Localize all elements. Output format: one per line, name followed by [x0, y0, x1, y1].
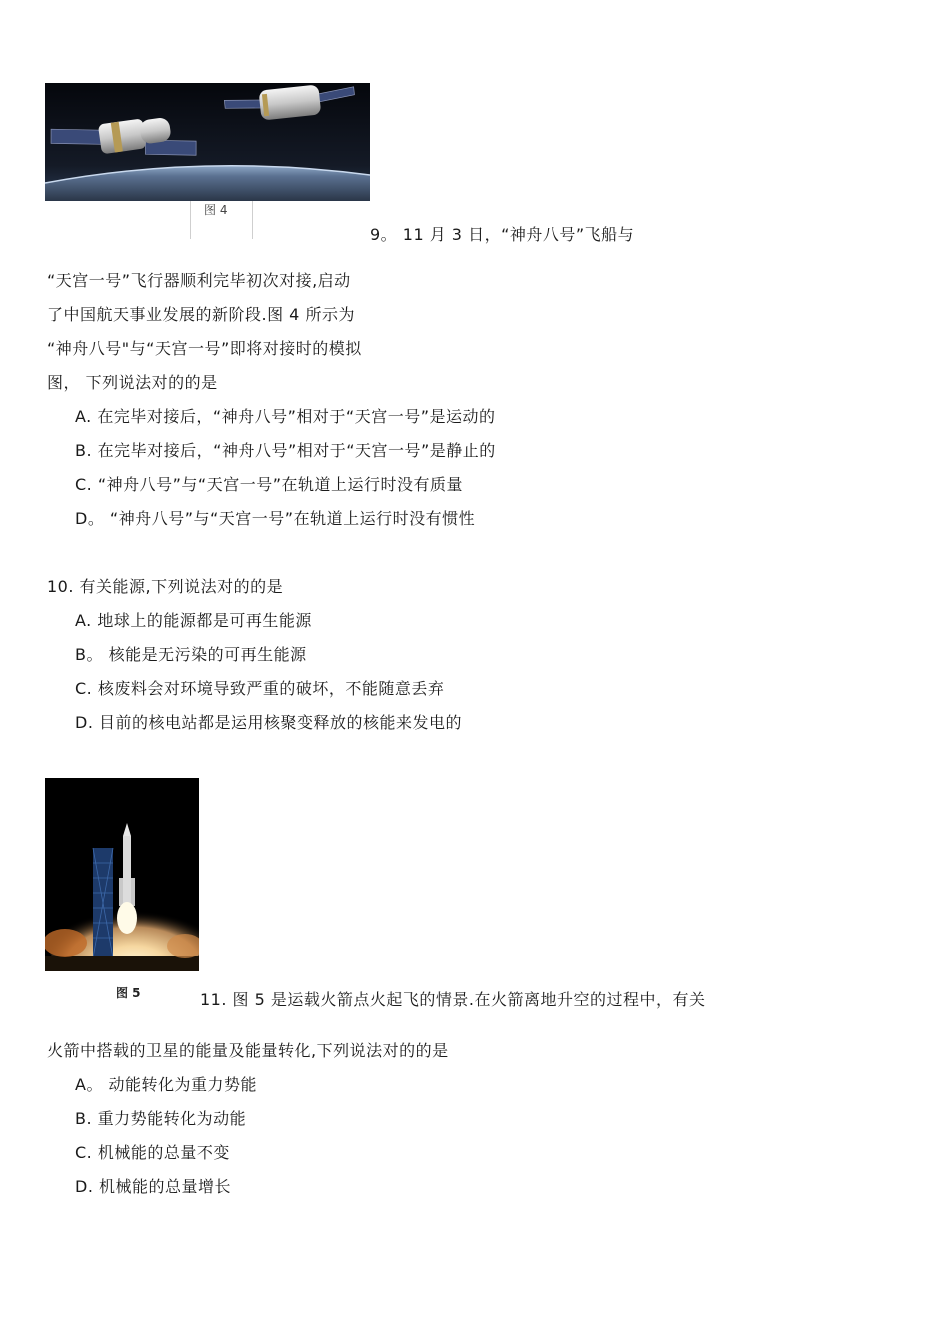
question-11-option-d: D. 机械能的总量增长 — [75, 1177, 231, 1196]
question-11-option-a: A。 动能转化为重力势能 — [75, 1075, 258, 1094]
question-9-intro: 9。 11 月 3 日，“神舟八号”飞船与 — [370, 225, 635, 244]
question-11-intro: 11. 图 5 是运载火箭点火起飞的情景.在火箭离地升空的过程中，有关 — [200, 990, 706, 1009]
question-9-option-d: D。 “神舟八号”与“天宫一号”在轨道上运行时没有惯性 — [75, 509, 476, 528]
rocket-launch-figure — [45, 778, 199, 971]
question-11-option-c: C. 机械能的总量不变 — [75, 1143, 230, 1162]
question-10-option-d: D. 目前的核电站都是运用核聚变释放的核能来发电的 — [75, 713, 462, 732]
figure-5-caption: 图 5 — [116, 986, 141, 1000]
question-11-text-line: 火箭中搭载的卫星的能量及能量转化,下列说法对的的是 — [47, 1041, 449, 1060]
question-9-text-line: “天宫一号”飞行器顺利完毕初次对接,启动 — [47, 271, 351, 290]
question-9-text-line: 图， 下列说法对的的是 — [47, 373, 218, 392]
question-10-option-c: C. 核废料会对环境导致严重的破坏，不能随意丢弃 — [75, 679, 445, 698]
docking-figure — [45, 83, 370, 201]
question-9-text-line: “神舟八号"与“天宫一号”即将对接时的模拟 — [47, 339, 362, 358]
question-10-option-a: A. 地球上的能源都是可再生能源 — [75, 611, 312, 630]
question-9-text-line: 了中国航天事业发展的新阶段.图 4 所示为 — [47, 305, 355, 324]
question-9-option-b: B. 在完毕对接后，“神舟八号”相对于“天宫一号”是静止的 — [75, 441, 496, 460]
question-9-option-c: C. “神舟八号”与“天宫一号”在轨道上运行时没有质量 — [75, 475, 464, 494]
question-9-option-a: A. 在完毕对接后，“神舟八号”相对于“天宫一号”是运动的 — [75, 407, 496, 426]
question-10-stem: 10. 有关能源,下列说法对的的是 — [47, 577, 284, 596]
question-10-option-b: B。 核能是无污染的可再生能源 — [75, 645, 307, 664]
figure-4-caption: 图 4 — [204, 203, 228, 217]
question-11-option-b: B. 重力势能转化为动能 — [75, 1109, 247, 1128]
